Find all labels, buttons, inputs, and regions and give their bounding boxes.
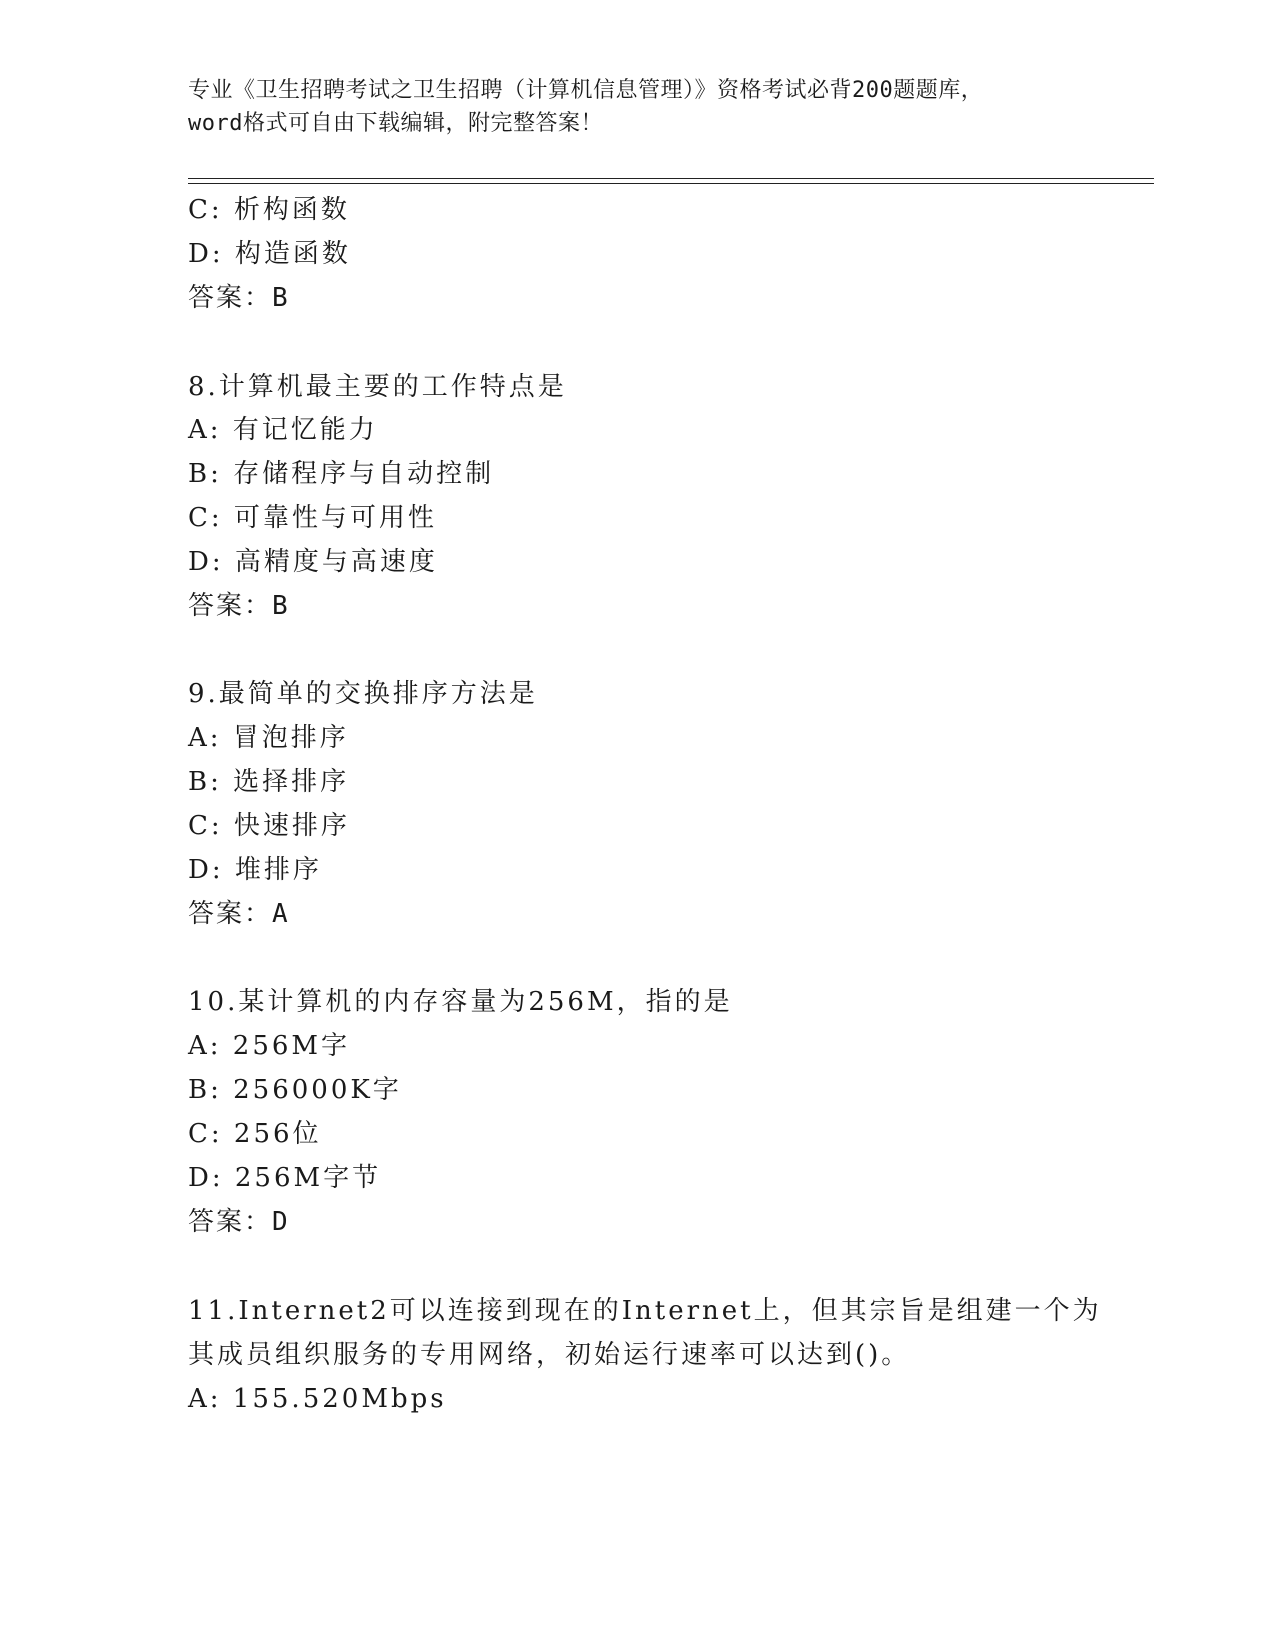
- answer-label: 答案：: [188, 899, 273, 929]
- option-line: B: 选择排序: [188, 767, 350, 797]
- question-line: 其成员组织服务的专用网络，初始运行速率可以达到()。: [188, 1340, 911, 1370]
- answer-value: B: [272, 591, 290, 621]
- header-line-1: 专业《卫生招聘考试之卫生招聘（计算机信息管理）》资格考试必背200题题库，: [188, 78, 984, 103]
- answer-label: 答案：: [188, 283, 273, 313]
- option-line: B: 256000K字: [188, 1075, 402, 1105]
- answer-value: B: [272, 283, 290, 313]
- question-line: 10.某计算机的内存容量为256M，指的是: [188, 987, 733, 1017]
- option-line: C: 可靠性与可用性: [188, 503, 437, 533]
- header-divider-top: [188, 178, 1154, 179]
- answer-line: [188, 281, 290, 315]
- option-line: A: 256M字: [188, 1031, 351, 1061]
- answer-value: A: [272, 899, 290, 929]
- option-line: D: 构造函数: [188, 239, 351, 269]
- question-line: 8.计算机最主要的工作特点是: [188, 372, 567, 402]
- option-line: C: 快速排序: [188, 811, 350, 841]
- header-line-2: word格式可自由下载编辑，附完整答案！: [188, 111, 603, 136]
- answer-label: 答案：: [188, 1207, 273, 1237]
- answer-label: 答案：: [188, 591, 273, 621]
- option-line: A: 有记忆能力: [188, 415, 378, 445]
- option-line: D: 堆排序: [188, 855, 322, 885]
- question-line: 9.最简单的交换排序方法是: [188, 679, 538, 709]
- option-line: D: 高精度与高速度: [188, 547, 438, 577]
- question-line: 11.Internet2可以连接到现在的Internet上，但其宗旨是组建一个为: [188, 1296, 1102, 1326]
- document-header: [188, 74, 1088, 140]
- option-line: C: 析构函数: [188, 195, 350, 225]
- answer-line: [188, 897, 290, 931]
- option-line: A: 155.520Mbps: [188, 1384, 447, 1414]
- answer-value: D: [272, 1207, 290, 1237]
- option-line: C: 256位: [188, 1119, 322, 1149]
- option-line: B: 存储程序与自动控制: [188, 459, 495, 489]
- answer-line: [188, 1205, 290, 1239]
- header-divider-bottom: [188, 183, 1154, 184]
- answer-line: [188, 589, 290, 623]
- option-line: A: 冒泡排序: [188, 723, 349, 753]
- option-line: D: 256M字节: [188, 1163, 382, 1193]
